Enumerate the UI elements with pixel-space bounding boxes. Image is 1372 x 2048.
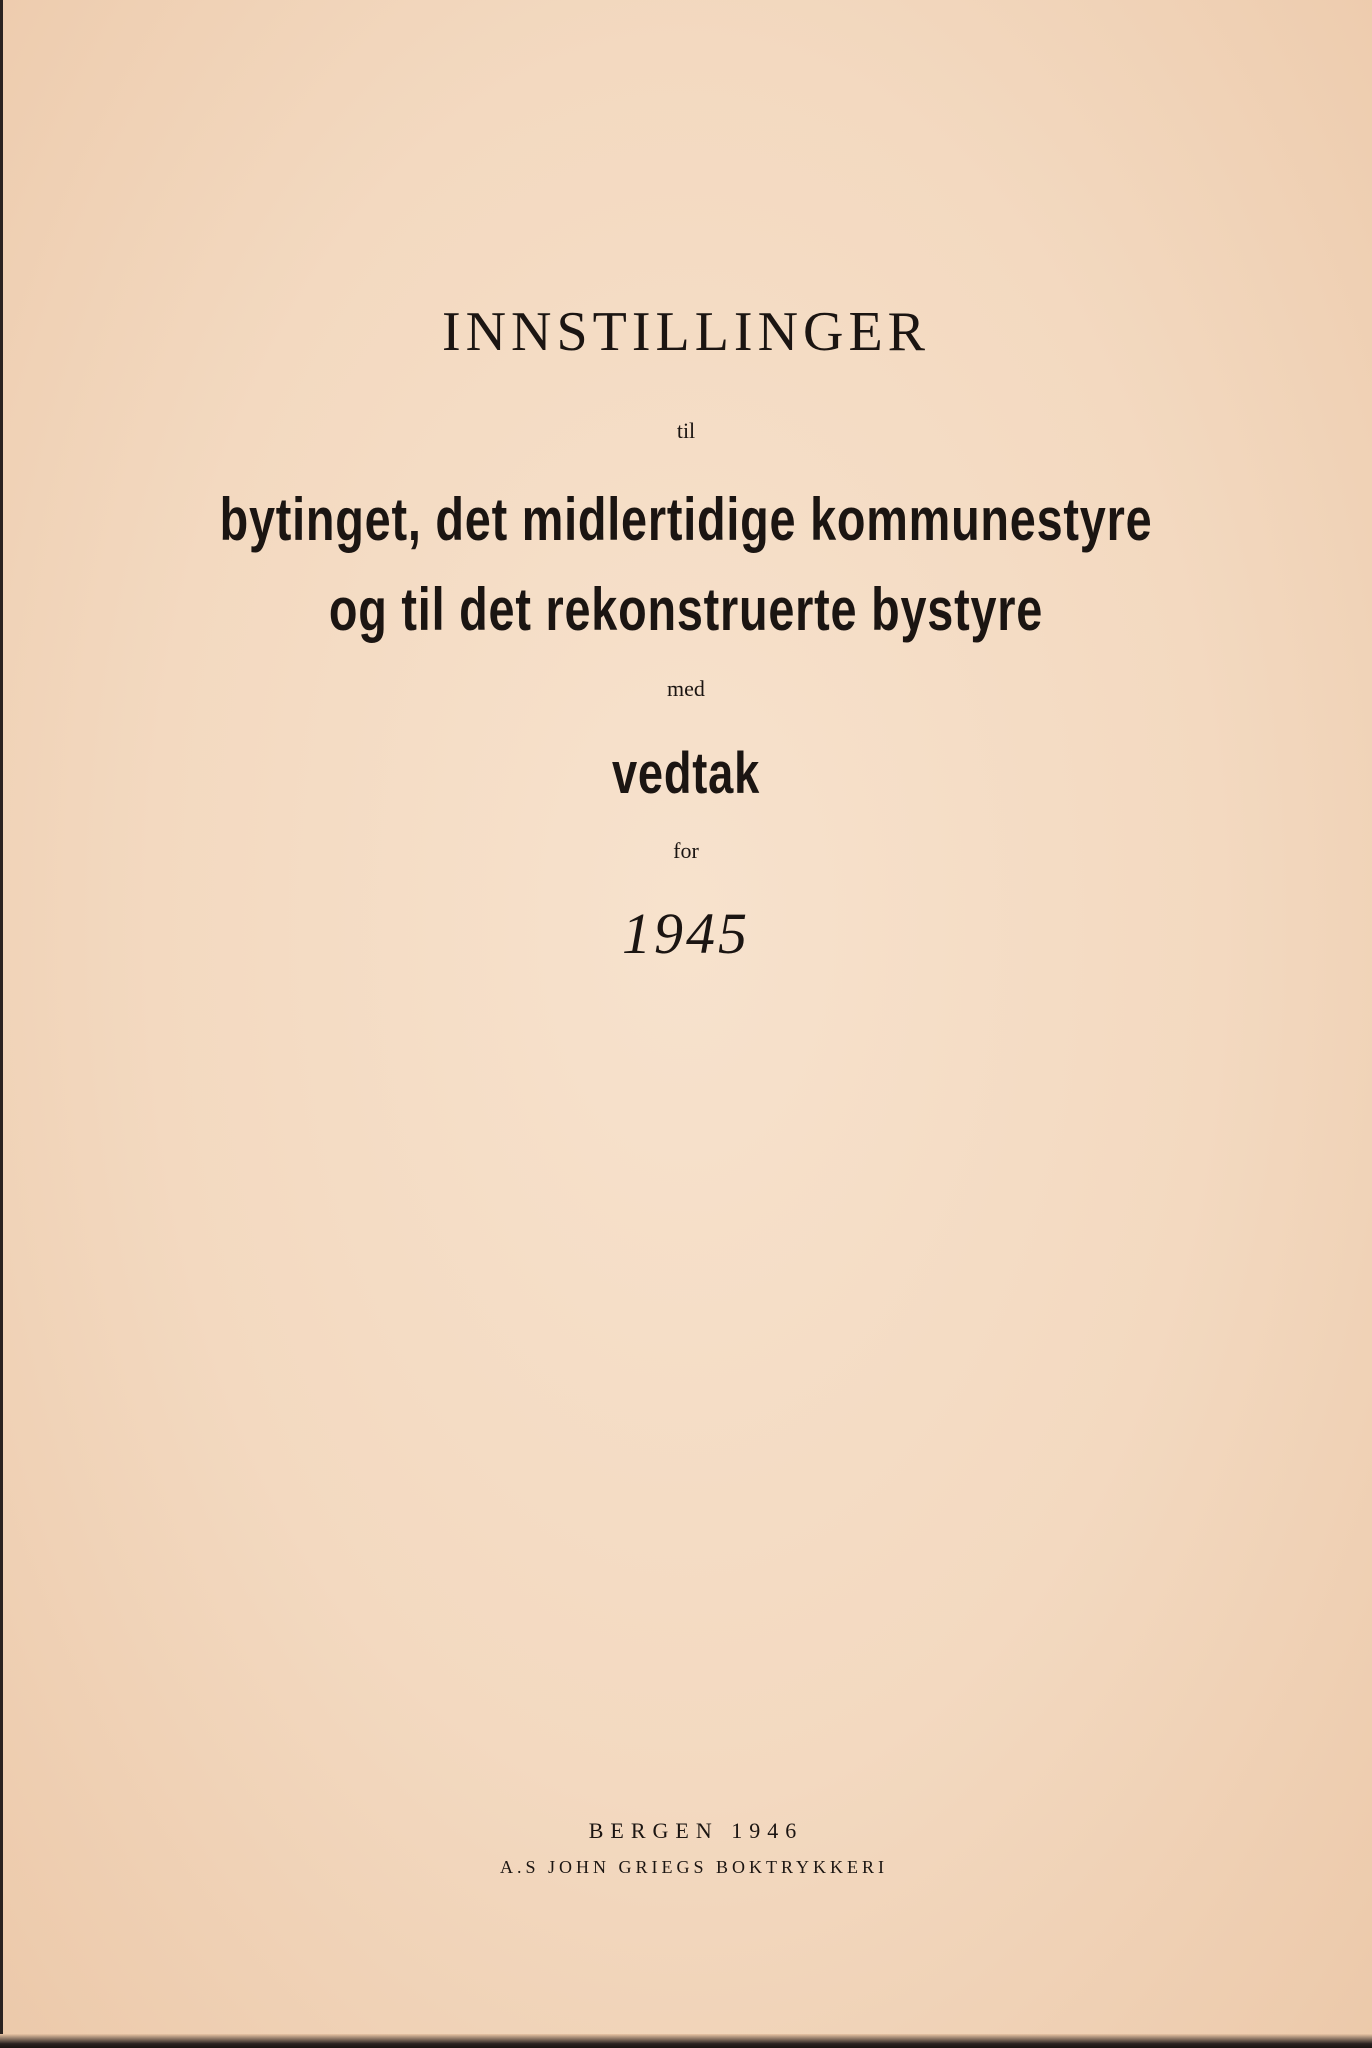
imprint-printer: A.S JOHN GRIEGS BOKTRYKKERI (499, 1857, 889, 1877)
document-title: INNSTILLINGER (441, 301, 931, 363)
connector-til: til (676, 418, 696, 443)
vedtak-heading: vedtak (611, 741, 761, 806)
connector-med: med (667, 676, 705, 701)
page-edge-bottom (0, 2034, 1372, 2048)
subject-line-1: bytinget, det midlertidige kommunestyre (219, 486, 1153, 553)
connector-for: for (673, 838, 699, 863)
imprint-city-year: BERGEN 1946 (588, 1818, 804, 1843)
subject-line-2: og til det rekonstruerte bystyre (328, 576, 1044, 643)
document-year: 1945 (622, 901, 750, 966)
